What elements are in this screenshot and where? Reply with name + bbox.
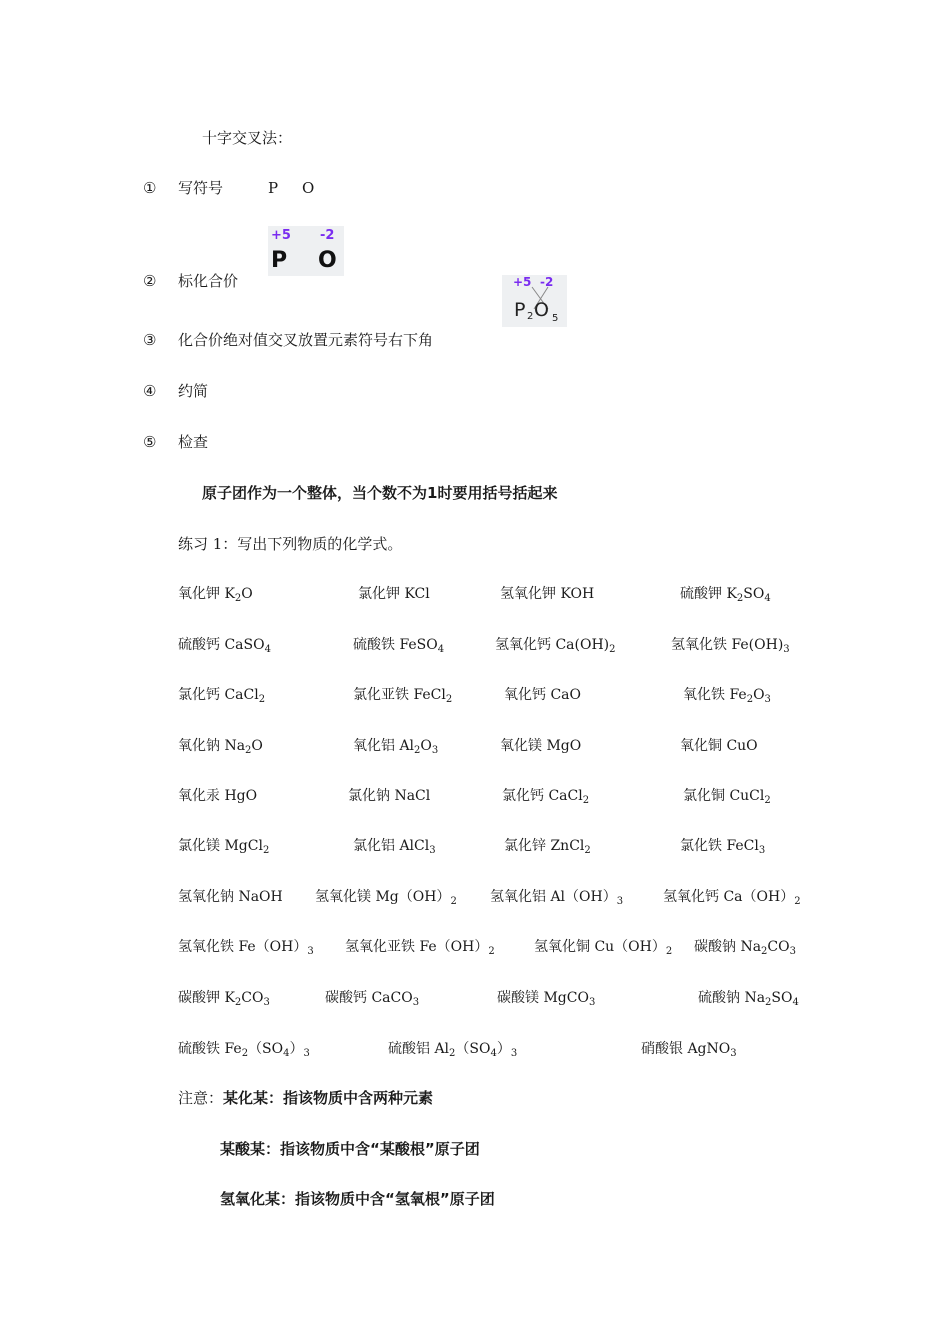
formula-item <box>353 836 436 861</box>
formula-item <box>315 887 457 912</box>
formula-item <box>683 786 771 811</box>
formula-text: O <box>251 738 263 754</box>
formula-item <box>500 584 594 604</box>
formula-text: 氯化镁 MgCl <box>178 838 263 854</box>
formula-subscript: 2 <box>241 1048 249 1059</box>
notes-line-1 <box>178 1088 433 1108</box>
formula-text: 碳酸钾 K <box>178 990 235 1006</box>
formula-text: 碳酸钙 CaCO <box>325 990 413 1006</box>
formula-text: （SO <box>248 1041 284 1057</box>
symbol-p: P <box>514 299 526 321</box>
formula-text: 氯化钠 NaCl <box>348 788 431 804</box>
formula-item <box>663 887 801 912</box>
formula-item <box>178 685 265 710</box>
formula-subscript: 2 <box>761 946 768 957</box>
step-text-5: 检查 <box>178 433 209 451</box>
formula-item <box>348 786 430 806</box>
formula-subscript: 2 <box>582 795 590 806</box>
formula-text: 氧化钠 Na <box>178 738 246 754</box>
formula-subscript: 2 <box>746 694 754 705</box>
charge-p: +5 <box>513 275 532 289</box>
formula-text: 碳酸镁 MgCO <box>497 990 589 1006</box>
step-text-4: 约简 <box>178 382 209 400</box>
formula-subscript: 3 <box>431 745 439 756</box>
formula-text: 氧化汞 HgO <box>178 788 258 804</box>
subscript-p: 2 <box>527 311 534 322</box>
formula-text: CO <box>241 990 264 1006</box>
formula-subscript: 2 <box>488 946 495 957</box>
formula-item <box>178 584 253 609</box>
formula-text: SO <box>771 990 793 1006</box>
formula-text: 碳酸钠 Na <box>694 939 762 955</box>
formula-item <box>504 685 581 705</box>
formula-text: 氯化铝 AlCl <box>353 838 430 854</box>
formula-subscript: 3 <box>616 896 624 907</box>
formula-text: 氢氧化亚铁 Fe（OH） <box>345 939 489 955</box>
formula-item <box>694 937 796 962</box>
formula-item <box>178 836 269 861</box>
formula-item <box>683 685 771 710</box>
formula-text: 氢氧化铝 Al（OH） <box>490 889 617 905</box>
formula-item <box>178 988 270 1013</box>
formula-text: 氯化锌 ZnCl <box>504 838 585 854</box>
formula-subscript: 3 <box>588 997 596 1008</box>
step-marker-2: ② <box>143 272 157 290</box>
subscript-o: 5 <box>552 313 559 324</box>
formula-item <box>680 584 771 609</box>
step-marker-3: ③ <box>143 331 157 349</box>
formula-text: 硝酸银 AgNO <box>641 1041 731 1057</box>
formula-item <box>534 937 672 962</box>
exercise-title: 练习 1：写出下列物质的化学式。 <box>178 535 403 553</box>
formula-subscript: 2 <box>414 745 421 756</box>
formula-item <box>680 836 765 861</box>
step-marker-5: ⑤ <box>143 433 157 451</box>
formula-item <box>497 988 595 1013</box>
formula-subscript: 2 <box>450 896 457 907</box>
formula-text: 硫酸钠 Na <box>698 990 766 1006</box>
step1-symbol-o: O <box>302 179 315 197</box>
formula-subscript: 2 <box>584 845 591 856</box>
formula-subscript: 4 <box>764 593 771 604</box>
charge-o: -2 <box>540 275 554 289</box>
notes-line-3: 氢氧化某：指该物质中含“氢氧根”原子团 <box>220 1190 495 1208</box>
symbol-p: P <box>271 248 288 273</box>
valence-figure-1 <box>268 226 344 276</box>
formula-text: 硫酸铁 FeSO <box>353 637 438 653</box>
formula-subscript: 3 <box>429 845 436 856</box>
formula-subscript: 2 <box>794 896 801 907</box>
step-text-3: 化合价绝对值交叉放置元素符号右下角 <box>178 331 434 349</box>
formula-subscript: 2 <box>665 946 673 957</box>
formula-subscript: 3 <box>783 644 790 655</box>
formula-text: 氢氧化钾 KOH <box>500 586 595 602</box>
formula-subscript: 3 <box>764 694 771 705</box>
formula-subscript: 2 <box>765 997 772 1008</box>
formula-text: ） <box>496 1041 511 1057</box>
formula-subscript: 2 <box>445 694 453 705</box>
formula-subscript: 2 <box>609 644 616 655</box>
formula-text: 氢氧化铁 Fe(OH) <box>671 637 784 653</box>
formula-item <box>325 988 419 1013</box>
formula-text: 氧化铁 Fe <box>683 687 747 703</box>
formula-text: 氢氧化钠 NaOH <box>178 889 283 905</box>
formula-text: 硫酸钾 K <box>680 586 737 602</box>
formula-subscript: 3 <box>789 946 796 957</box>
formula-text: ） <box>289 1041 304 1057</box>
formula-subscript: 2 <box>764 795 771 806</box>
notes-text-1: 某化某：指该物质中含两种元素 <box>223 1089 434 1107</box>
formula-text: 氯化钙 CaCl <box>178 687 259 703</box>
symbol-o: O <box>534 299 549 321</box>
formula-item <box>490 887 623 912</box>
formula-text: 氢氧化铁 Fe（OH） <box>178 939 308 955</box>
charge-o: -2 <box>320 228 335 243</box>
formula-item <box>504 836 591 861</box>
formula-item <box>178 786 257 806</box>
formula-item <box>698 988 799 1013</box>
formula-text: 氯化铁 FeCl <box>680 838 759 854</box>
formula-subscript: 4 <box>792 997 799 1008</box>
step-marker-1: ① <box>143 179 157 197</box>
formula-item <box>345 937 495 962</box>
section-title: 十字交叉法： <box>202 129 293 147</box>
formula-text: CO <box>767 939 790 955</box>
formula-text: 氯化铜 CuCl <box>683 788 765 804</box>
step-marker-4: ④ <box>143 382 157 400</box>
formula-subscript: 4 <box>264 644 271 655</box>
formula-subscript: 3 <box>303 1048 310 1059</box>
formula-text: O <box>420 738 432 754</box>
formula-item <box>178 937 314 962</box>
formula-item <box>680 736 758 756</box>
step-text-2: 标化合价 <box>178 272 239 290</box>
symbol-o: O <box>318 248 337 273</box>
formula-subscript: 2 <box>736 593 744 604</box>
formula-text: 氧化铝 Al <box>353 738 415 754</box>
formula-subscript: 3 <box>730 1048 737 1059</box>
formula-text: 氯化钾 KCl <box>358 586 430 602</box>
formula-subscript: 3 <box>412 997 420 1008</box>
step1-symbol-p: P <box>268 179 279 197</box>
formula-subscript: 3 <box>307 946 314 957</box>
formula-text: 氧化钾 K <box>178 586 235 602</box>
formula-item <box>178 736 263 761</box>
formula-subscript: 4 <box>437 644 445 655</box>
formula-subscript: 2 <box>234 593 242 604</box>
formula-text: 硫酸铁 Fe <box>178 1041 242 1057</box>
formula-text: 氧化钙 CaO <box>504 687 581 703</box>
formula-text: O <box>241 586 253 602</box>
formula-item <box>671 635 790 660</box>
formula-item <box>353 685 452 710</box>
formula-subscript: 3 <box>510 1048 518 1059</box>
formula-item <box>641 1039 737 1064</box>
formula-item <box>495 635 616 660</box>
formula-text: 硫酸铝 Al <box>388 1041 450 1057</box>
formula-item <box>353 736 438 761</box>
formula-item <box>178 1039 310 1064</box>
formula-text: 氧化镁 MgO <box>500 738 582 754</box>
formula-subscript: 2 <box>262 845 270 856</box>
formula-item <box>178 887 283 907</box>
formula-text: （SO <box>455 1041 491 1057</box>
formula-text: O <box>753 687 765 703</box>
formula-subscript: 3 <box>263 997 270 1008</box>
formula-text: SO <box>743 586 765 602</box>
formula-item <box>353 635 444 660</box>
formula-subscript: 2 <box>449 1048 456 1059</box>
formula-text: 氢氧化镁 Mg（OH） <box>315 889 451 905</box>
formula-subscript: 2 <box>245 745 252 756</box>
formula-subscript: 4 <box>490 1048 497 1059</box>
formula-subscript: 2 <box>258 694 266 705</box>
formula-subscript: 2 <box>234 997 242 1008</box>
charge-p: +5 <box>271 228 291 243</box>
formula-text: 硫酸钙 CaSO <box>178 637 265 653</box>
formula-text: 氢氧化铜 Cu（OH） <box>534 939 666 955</box>
formula-text: 氯化亚铁 FeCl <box>353 687 446 703</box>
formula-item <box>388 1039 517 1064</box>
formula-item <box>502 786 589 811</box>
formula-text: 氧化铜 CuO <box>680 738 758 754</box>
notes-prefix: 注意： <box>178 1089 224 1107</box>
formula-text: 氢氧化钙 Ca(OH) <box>495 637 610 653</box>
formula-subscript: 4 <box>283 1048 290 1059</box>
formula-item <box>358 584 430 604</box>
group-note: 原子团作为一个整体，当个数不为1时要用括号括起来 <box>202 484 558 502</box>
formula-text: 氢氧化钙 Ca（OH） <box>663 889 795 905</box>
formula-item <box>500 736 581 756</box>
formula-item <box>178 635 271 660</box>
formula-text: 氯化钙 CaCl <box>502 788 583 804</box>
step-text-1: 写符号 <box>178 179 224 197</box>
formula-subscript: 3 <box>758 845 766 856</box>
notes-line-2: 某酸某：指该物质中含“某酸根”原子团 <box>220 1140 480 1158</box>
valence-figure-2 <box>502 275 567 327</box>
